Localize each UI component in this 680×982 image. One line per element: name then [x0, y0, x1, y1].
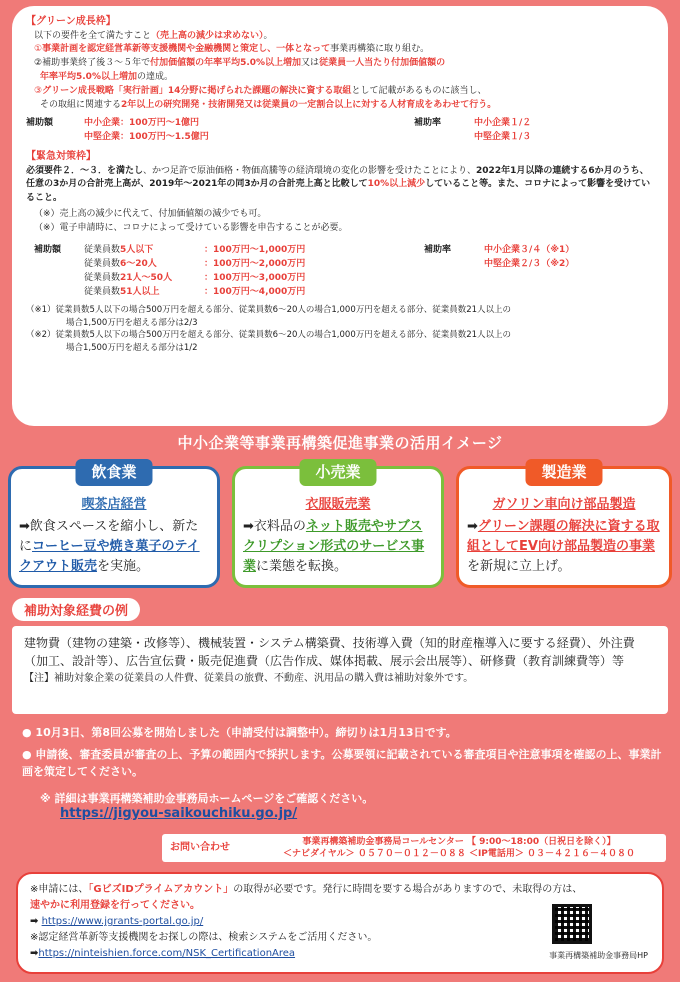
- footnote-1b: 場合1,500万円を超える部分は2/3: [66, 317, 198, 328]
- emp-label: 従業員数: [84, 287, 121, 297]
- emergency-note-2: （※）電子申請時に、コロナによって受けている影響を申告することが必要。: [34, 223, 348, 234]
- qr-code-icon[interactable]: [552, 904, 592, 944]
- footnote-1a: （※1）従業員数5人以下の場合500万円を超える部分、従業員数6～20人の場合1,000万円を超える部分、従業員数21人以上の: [26, 304, 512, 315]
- case-subtitle: ガソリン車向け部品製造: [492, 497, 636, 512]
- emergency-req-b: 、かつ足許で原油価格・物価高騰等の経済環境の変化の影響を受けたことにより、: [143, 165, 477, 176]
- expense-box: [12, 626, 668, 714]
- emergency-amount-row: [26, 244, 654, 300]
- emergency-req-highlight: 10%以上減少: [367, 179, 426, 190]
- contact-label: お問い合わせ: [170, 842, 230, 854]
- case-text-a: ➡飲食スペースを縮小し、新たに: [19, 519, 199, 555]
- emp-amount: ：100万円～2,000万円: [204, 259, 306, 270]
- green-amount-1: 中小企業：100万円～1億円: [84, 118, 200, 129]
- green-intro: [26, 30, 654, 44]
- case-tag: 製造業: [525, 459, 602, 486]
- req2-or: 又は: [301, 58, 320, 69]
- req1-text: 事業再構築に取り組む。: [330, 44, 430, 55]
- gbiz-note: [30, 882, 650, 898]
- req2-highlight-1: 付加価値額の年率平均5.0%以上増加: [150, 58, 302, 69]
- jgrants-link[interactable]: https://www.jgrants-portal.go.jp/: [41, 916, 204, 927]
- arrow-icon: ➡: [30, 948, 39, 959]
- gbiz-text-b: の取得が必要です。発行に時間を要する場合がありますので、未取得の方は、: [233, 884, 583, 895]
- arrow-icon: ➡: [30, 916, 39, 927]
- case-card-restaurant: [8, 463, 220, 588]
- case-text: [243, 517, 433, 577]
- homepage-link[interactable]: https://jigyou-saikouchiku.go.jp/: [60, 806, 298, 821]
- footnote-2b: 場合1,500万円を超える部分は1/2: [66, 343, 198, 354]
- emergency-req-e: していること等。また、コロナによって影響を受けていること。: [26, 179, 651, 204]
- announcement-item: ● 10月3日、第8回公募を開始しました（申請受付は調整中）。締切りは1月13日です。: [22, 726, 457, 739]
- req2-text: ②補助事業終了後３～５年で: [34, 58, 151, 69]
- case-text: [467, 517, 661, 577]
- announcement-list: [22, 724, 662, 785]
- req3-num: ③: [34, 86, 43, 97]
- req3-highlight-2: 2年以上の研究開発・技術開発又は従業員の一定割合以上に対する人材育成をあわせて行う。: [121, 100, 497, 111]
- emergency-rate-2: 中堅企業２/３（※2）: [484, 259, 575, 270]
- gbiz-urge: 速やかに利用登録を行ってください。: [30, 900, 200, 911]
- emp-amount: ：100万円～3,000万円: [204, 273, 306, 284]
- case-text: [19, 517, 209, 577]
- case-text-highlight: コーヒー豆や焼き菓子のテイクアウト販売: [19, 539, 200, 575]
- case-text-b: に業態を転換。: [256, 559, 348, 575]
- emp-label: 従業員数: [84, 273, 121, 284]
- emp-row-3: [84, 272, 424, 286]
- expense-tag: 補助対象経費の例: [12, 598, 140, 621]
- emp-row-1: [84, 244, 424, 258]
- emp-count: 51人以上: [120, 287, 160, 297]
- emergency-req-a: 必須要件２．～３．を満たし: [26, 165, 144, 176]
- green-intro-text: 以下の要件を全て満たすこと: [34, 30, 152, 41]
- gbiz-text-a: ※申請には、: [30, 884, 89, 895]
- contact-line-1: 事業再構築補助金事務局コールセンター 【 9:00～18:00（日祝日を除く）】: [302, 836, 616, 847]
- emergency-req-c: 2022年1月以降の連続する6か月のうち、任意の3か月の合計売上高が、2019年～2021年の同3か月の合計売上高と比較して: [26, 165, 649, 190]
- emp-count: 5人以下: [120, 245, 154, 256]
- emp-count: 6～20人: [120, 259, 157, 270]
- req1-highlight: 事業計画を認定経営革新等支援機関や金融機関と策定し、一体となって: [42, 44, 331, 55]
- req2-highlight-3: 年率平均5.0%以上増加: [40, 72, 137, 83]
- req2-end: の達成。: [136, 72, 173, 83]
- case-card-manufacturing: [456, 463, 672, 588]
- emergency-footnotes: [26, 304, 654, 355]
- req3-text: として記載があるものに該当し、: [351, 86, 487, 97]
- usage-banner: 中小企業等事業再構築促進事業の活用イメージ: [177, 434, 503, 452]
- green-req-2: [26, 57, 654, 71]
- green-intro-end: 。: [263, 30, 273, 41]
- emergency-title: 【緊急対策枠】: [26, 151, 96, 162]
- emp-row-2: [84, 258, 424, 272]
- green-rates: [474, 117, 531, 145]
- contact-box: [162, 834, 666, 862]
- green-amount-2: 中堅企業：100万円～1.5億円: [84, 132, 209, 143]
- emergency-rate-1: 中小企業３/４（※1）: [484, 245, 575, 256]
- case-text-b: を実施。: [97, 559, 150, 575]
- emergency-amount-label: 補助額: [34, 245, 62, 256]
- support-note: ※認定経営革新等支援機関をお探しの際は、検索システムをご活用ください。: [30, 932, 378, 943]
- green-rate-label: 補助率: [414, 118, 442, 129]
- emergency-rates: [484, 244, 574, 300]
- case-tag: 小売業: [299, 459, 376, 486]
- case-subtitle: 喫茶店経営: [81, 497, 147, 512]
- case-text-b: を新規に立上げ。: [467, 559, 571, 575]
- eligibility-panel: [12, 6, 668, 426]
- green-amount-row: [26, 117, 654, 145]
- emergency-amount-list: [84, 244, 424, 300]
- expense-note: 【注】補助対象企業の従業員の人件費、従業員の旅費、不動産、汎用品の購入費は補助対象外です。: [24, 673, 474, 684]
- case-tag: 飲食業: [75, 459, 152, 486]
- req3-text-2: その取組に関連する: [40, 100, 122, 111]
- expense-body: 建物費（建物の建築・改修等）、機械装置・システム構築費、技術導入費（知的財産権導入に要する経費）、外注費（加工、設計等）、広告宣伝費・販売促進費（広告作成、媒体掲載、展示会出展等）、研修費（教育訓練費等）等: [24, 636, 635, 668]
- emergency-note-1: （※）売上高の減少に代えて、付加価値額の減少でも可。: [34, 209, 267, 220]
- case-text-a: ➡: [467, 519, 478, 535]
- announcement-item: ● 申請後、審査委員が審査の上、予算の範囲内で採択します。公募要領に記載されている審査項目や注意事項を確認の上、事業計画を策定してください。: [22, 747, 662, 779]
- case-text-a: ➡衣料品の: [243, 519, 306, 535]
- green-title: 【グリーン成長枠】: [26, 16, 116, 27]
- green-intro-highlight: （売上高の減少は求めない）: [151, 30, 264, 41]
- contact-line-2: ＜ナビダイヤル＞ ０５７０－０１２－０８８ ＜IP電話用＞ ０３－４２１６－４０８０: [282, 849, 636, 859]
- emergency-rate-label: 補助率: [424, 245, 452, 256]
- footnote-2a: （※2）従業員数5人以下の場合500万円を超える部分、従業員数6～20人の場合1,000万円を超える部分、従業員数21人以上の: [26, 330, 512, 341]
- green-req-3: [26, 85, 654, 99]
- gbiz-highlight: 「GビズIDプライムアカウント」: [88, 884, 234, 895]
- emp-label: 従業員数: [84, 259, 121, 270]
- detail-note: ※ 詳細は事業再構築補助金事務局ホームページをご確認ください。: [40, 792, 374, 805]
- ninteishien-link[interactable]: https://ninteishien.force.com/NSK_CertificationArea: [38, 948, 296, 959]
- emp-row-4: [84, 286, 424, 300]
- case-text-highlight: グリーン課題の解決に資する取組としてEV向け部品製造の事業: [467, 519, 660, 555]
- req2-highlight-2: 従業員一人当たり付加価値額の: [319, 58, 446, 69]
- emp-amount: ：100万円～1,000万円: [204, 245, 306, 256]
- qr-caption: 事業再構築補助金事務局HP: [549, 951, 648, 960]
- emp-label: 従業員数: [84, 245, 121, 256]
- emergency-req: [26, 165, 654, 207]
- emp-count: 21人～50人: [120, 273, 173, 284]
- case-text-highlight: ネット販売やサブスクリプション形式のサービス事業: [243, 519, 425, 575]
- application-info-panel: [16, 872, 664, 974]
- green-amount-label: 補助額: [26, 118, 54, 129]
- req3-highlight: グリーン成長戦略「実行計画」14分野に掲げられた課題の解決に資する取組: [42, 86, 352, 97]
- green-req-1: [26, 43, 654, 57]
- emp-amount: ：100万円～4,000万円: [204, 287, 306, 297]
- req1-num: ①: [34, 44, 43, 55]
- green-rate-1: 中小企業１/２: [474, 118, 532, 129]
- case-subtitle: 衣服販売業: [305, 497, 371, 512]
- green-rate-2: 中堅企業１/３: [474, 132, 532, 143]
- case-card-retail: [232, 463, 444, 588]
- green-req-3-cont: [26, 99, 654, 113]
- green-req-2-cont: [26, 71, 654, 85]
- contact-body: [260, 836, 658, 860]
- green-amounts: [84, 117, 414, 145]
